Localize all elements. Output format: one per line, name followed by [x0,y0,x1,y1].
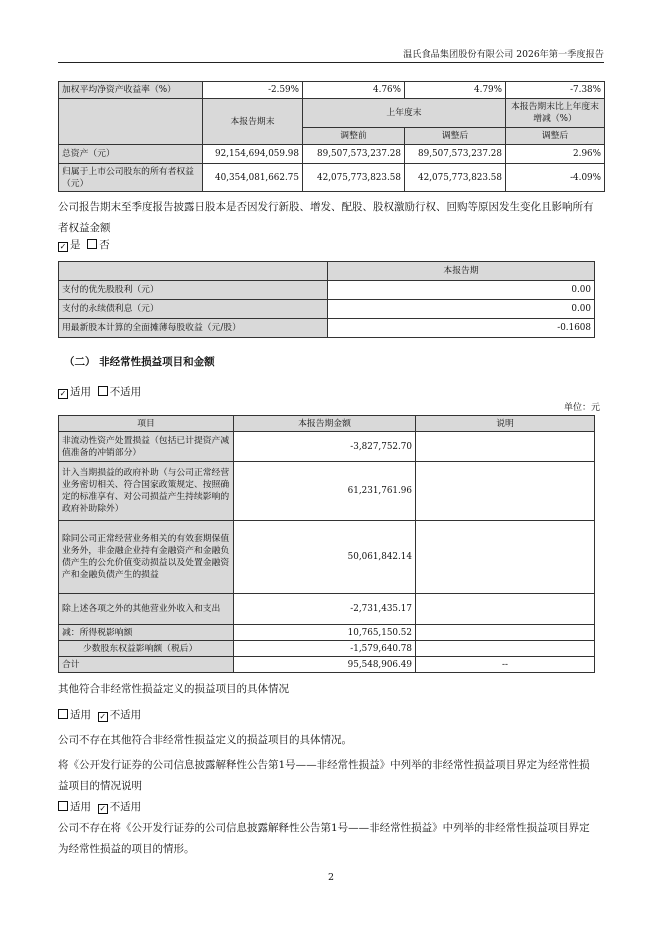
cell-value: 0.00 [328,300,595,319]
col-amount-header: 本报告期金额 [234,416,416,432]
cell-value: 10,765,150.52 [234,625,416,641]
apply-choice [58,382,598,403]
col-item-header: 项目 [59,416,234,432]
cell-value: -1,579,640.78 [234,641,416,657]
choice-no-label: 否 [99,239,110,251]
table-row [59,521,595,594]
unchecked-checkbox-icon[interactable] [58,709,68,719]
col-change-header: 本报告期末比上年度末增减（%） [506,99,605,128]
cell-note [416,521,595,594]
table-row [59,432,595,462]
cell-value: 0.00 [328,281,595,300]
choice-not-apply-label: 不适用 [109,801,142,813]
row-label: 少数股东权益影响额（税后） [59,641,234,657]
cell-note [416,625,595,641]
choice-yes-label: 是 [70,239,81,251]
header-blank [59,99,203,145]
row-label: 用最新股本计算的全面摊薄每股收益（元/股） [59,319,328,338]
col-after-header: 调整后 [405,128,506,145]
roe-value: -7.38% [506,82,605,99]
choice-apply-label: 适用 [70,386,91,398]
row-label: 归属于上市公司股东的所有者权益（元） [59,164,203,192]
choice-not-apply-label: 不适用 [109,386,142,398]
checked-checkbox-icon[interactable]: ✓ [59,389,67,398]
table-row [59,594,595,625]
cell-value: 42,075,773,823.58 [405,164,506,192]
cell-note [416,432,595,462]
page-header: 温氏食品集团股份有限公司 2026年第一季度报告 [403,49,604,60]
choice-apply-label: 适用 [70,709,91,721]
unchecked-checkbox-icon[interactable] [98,386,108,396]
roe-value: -2.59% [203,82,303,99]
header-rule [58,62,604,63]
col-note-header: 说明 [416,416,595,432]
apply-choice [58,705,598,726]
checked-checkbox-icon[interactable]: ✓ [59,242,67,251]
table-row [59,281,595,300]
row-label: 非流动性资产处置损益（包括已计提资产减值准备的冲销部分） [59,432,234,462]
cell-value: -4.09% [506,164,605,192]
row-label: 减：所得税影响额 [59,625,234,641]
non-recurring-table [58,415,595,673]
table-row [59,300,595,319]
roe-label: 加权平均净资产收益率（%） [59,82,203,99]
no-reclassification-text: 公司不存在将《公开发行证券的公司信息披露解释性公告第1号——非经常性损益》中列举的非经常性损益项目界定为经常性损益的项目的情形。 [58,822,590,855]
cell-value: 2.96% [506,145,605,164]
apply-choice [58,797,598,818]
table-row [59,657,595,673]
equity-change-question: 公司报告期末至季度报告披露日股本是否因发行新股、增发、配股、股权激励行权、回购等原因发生变化且影响所有者权益金额 [58,201,594,234]
cell-note [416,641,595,657]
header-blank [59,262,328,281]
row-label: 除同公司正常经营业务相关的有效套期保值业务外，非金融企业持有金融资产和金融负债产生的公允价值变动损益以及处置金融资产和金融负债产生的损益 [59,521,234,594]
cell-note [416,594,595,625]
col-lastyear-header: 上年度末 [303,99,506,128]
checked-checkbox-icon[interactable]: ✓ [99,804,107,813]
other-items-title: 其他符合非经常性损益定义的损益项目的具体情况 [58,683,289,695]
table-row [59,164,605,192]
row-label: 支付的永续债利息（元） [59,300,328,319]
col-period-header: 本报告期 [328,262,595,281]
choice-apply-label: 适用 [70,801,91,813]
col-before-header: 调整前 [303,128,405,145]
page-number: 2 [327,872,335,883]
financial-summary-table [58,81,605,192]
cell-value: 89,507,573,237.28 [405,145,506,164]
cell-value: 50,061,842.14 [234,521,416,594]
table-row [59,319,595,338]
cell-value: 92,154,694,059.98 [203,145,303,164]
cell-value: 61,231,761.96 [234,462,416,521]
cell-value: -2,731,435.17 [234,594,416,625]
unchecked-checkbox-icon[interactable] [58,801,68,811]
col-after-header: 调整后 [506,128,605,145]
checked-checkbox-icon[interactable]: ✓ [99,712,107,721]
cell-value: 42,075,773,823.58 [303,164,405,192]
table-row [59,641,595,657]
roe-value: 4.76% [303,82,405,99]
cell-value: -0.1608 [328,319,595,338]
reclassification-title: 将《公开发行证券的公司信息披露解释性公告第1号——非经常性损益》中列举的非经常性损益项目界定为经常性损益项目的情况说明 [58,759,590,792]
cell-value: -3,827,752.70 [234,432,416,462]
yes-no-choice [58,235,598,256]
row-label: 总资产（元） [59,145,203,164]
row-label: 合计 [59,657,234,673]
unchecked-checkbox-icon[interactable] [87,239,97,249]
col-current-header: 本报告期末 [203,99,303,145]
cell-note: -- [416,657,595,673]
table-row [59,625,595,641]
row-label: 除上述各项之外的其他营业外收入和支出 [59,594,234,625]
cell-note [416,462,595,521]
cell-value: 89,507,573,237.28 [303,145,405,164]
table-row [59,145,605,164]
cell-value: 40,354,081,662.75 [203,164,303,192]
unit-label: 单位：元 [563,403,600,413]
roe-value: 4.79% [405,82,506,99]
section-title: （二） 非经常性损益项目和金额 [64,356,215,368]
row-label: 支付的优先股股利（元） [59,281,328,300]
cell-value: 95,548,906.49 [234,657,416,673]
no-other-items-text: 公司不存在其他符合非经常性损益定义的损益项目的具体情况。 [58,734,352,746]
row-label: 计入当期损益的政府补助（与公司正常经营业务密切相关、符合国家政策规定、按照确定的标准享有、对公司损益产生持续影响的政府补助除外） [59,462,234,521]
dividend-eps-table [58,261,595,338]
table-row [59,462,595,521]
choice-not-apply-label: 不适用 [109,709,142,721]
